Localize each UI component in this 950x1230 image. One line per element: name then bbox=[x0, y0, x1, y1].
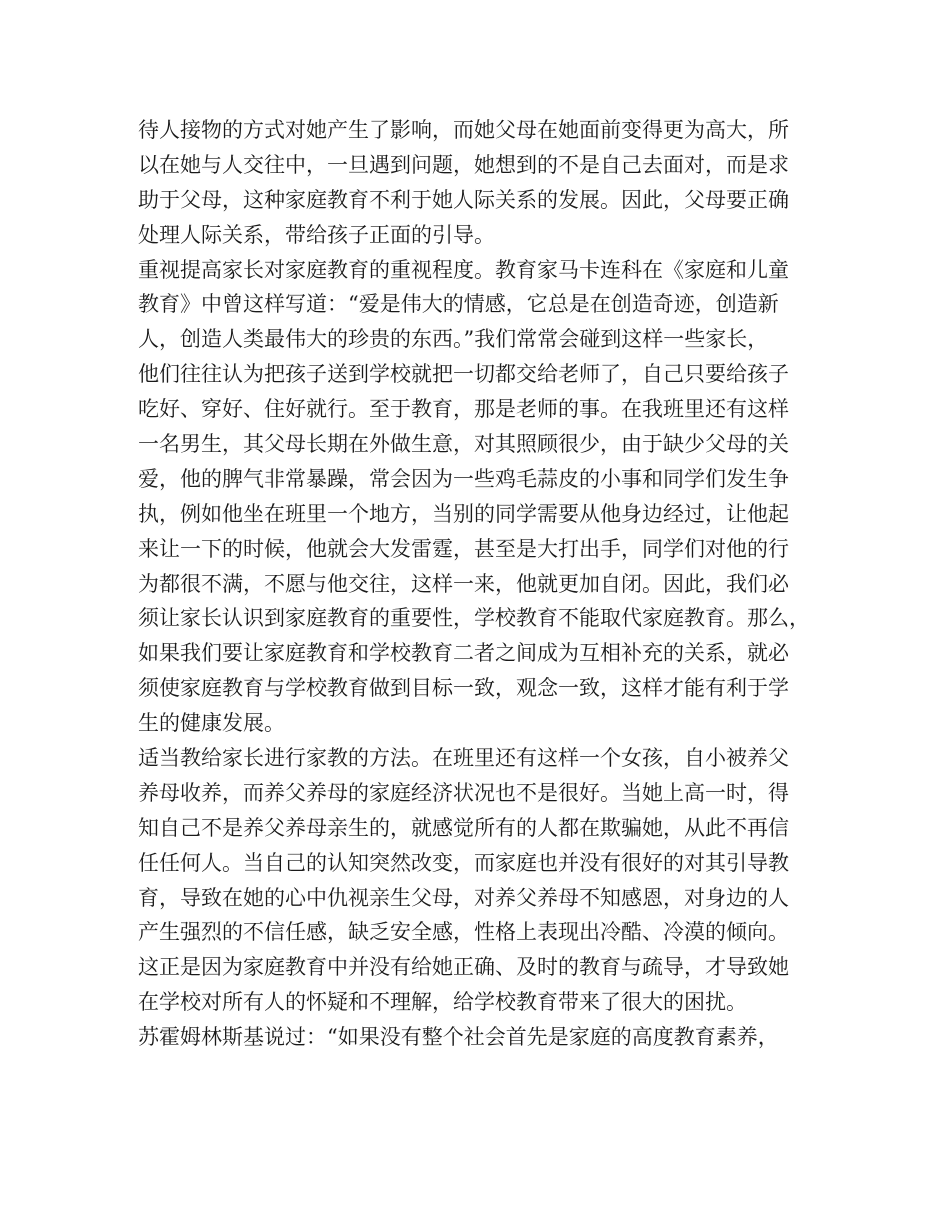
text-line: 产生强烈的不信任感，缺乏安全感，性格上表现出冷酷、冷漠的倾向。 bbox=[138, 920, 789, 945]
text-line: 适当教给家长进行家教的方法。在班里还有这样一个女孩，自小被养父 bbox=[138, 746, 789, 771]
text-line: 处理人际关系，带给孩子正面的引导。 bbox=[138, 222, 495, 247]
text-line: 为都很不满，不愿与他交往，这样一来，他就更加自闭。因此，我们必 bbox=[138, 571, 789, 596]
text-line: 执，例如他坐在班里一个地方，当别的同学需要从他身边经过，让他起 bbox=[138, 501, 789, 526]
text-line: 爱，他的脾气非常暴躁，常会因为一些鸡毛蒜皮的小事和同学们发生争 bbox=[138, 466, 789, 491]
text-line: 他们往往认为把孩子送到学校就把一切都交给老师了，自己只要给孩子 bbox=[138, 362, 789, 387]
text-line: 任任何人。当自己的认知突然改变，而家庭也并没有很好的对其引导教 bbox=[138, 850, 789, 875]
text-line: 重视提高家长对家庭教育的重视程度。教育家马卡连科在《家庭和儿童 bbox=[138, 257, 789, 282]
text-line: 知自己不是养父养母亲生的，就感觉所有的人都在欺骗她，从此不再信 bbox=[138, 815, 789, 840]
text-line: 待人接物的方式对她产生了影响，而她父母在她面前变得更为高大，所 bbox=[138, 118, 789, 142]
text-line: 须使家庭教育与学校教育做到目标一致，观念一致，这样才能有利于学 bbox=[138, 676, 789, 701]
body-text bbox=[138, 113, 818, 1055]
text-line: 养母收养，而养父养母的家庭经济状况也不是很好。当她上高一时，得 bbox=[138, 780, 789, 805]
text-line: 以在她与人交往中，一旦遇到问题，她想到的不是自己去面对，而是求 bbox=[138, 152, 789, 177]
text-line: 如果我们要让家庭教育和学校教育二者之间成为互相补充的关系，就必 bbox=[138, 641, 789, 666]
text-line: 人，创造人类最伟大的珍贵的东西。”我们常常会碰到这样一些家长， bbox=[138, 327, 769, 352]
text-line: 生的健康发展。 bbox=[138, 711, 285, 736]
text-line: 育，导致在她的心中仇视亲生父母，对养父养母不知感恩，对身边的人 bbox=[138, 885, 789, 910]
text-line: 这正是因为家庭教育中并没有给她正确、及时的教育与疏导，才导致她 bbox=[138, 955, 789, 980]
text-line: 吃好、穿好、住好就行。至于教育，那是老师的事。在我班里还有这样 bbox=[138, 397, 789, 422]
text-line: 在学校对所有人的怀疑和不理解，给学校教育带来了很大的困扰。 bbox=[138, 990, 747, 1015]
text-line: 苏霍姆林斯基说过：“如果没有整个社会首先是家庭的高度教育素养， bbox=[138, 1025, 779, 1050]
text-line: 助于父母，这种家庭教育不利于她人际关系的发展。因此，父母要正确 bbox=[138, 187, 789, 212]
text-line: 教育》中曾这样写道：“爱是伟大的情感，它总是在创造奇迹，创造新 bbox=[138, 292, 779, 317]
text-line: 来让一下的时候，他就会大发雷霆，甚至是大打出手，同学们对他的行 bbox=[138, 536, 789, 561]
text-line: 须让家长认识到家庭教育的重要性，学校教育不能取代家庭教育。那么， bbox=[138, 606, 810, 631]
text-line: 一名男生，其父母长期在外做生意，对其照顾很少，由于缺少父母的关 bbox=[138, 432, 789, 457]
